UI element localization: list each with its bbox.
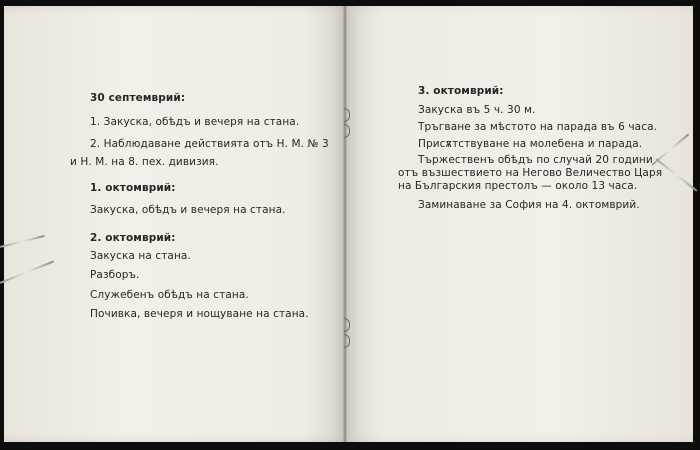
oct3-heading: 3. октомврий: bbox=[418, 85, 504, 97]
oct3-line-3: Присѫтствуване на молебена и парада. bbox=[418, 138, 643, 150]
book-gutter bbox=[343, 6, 347, 442]
sept30-line-1: 1. Закуска, обѣдъ и вечеря на стана. bbox=[90, 116, 300, 128]
oct2-line-3: Служебенъ обѣдъ на стана. bbox=[90, 289, 249, 301]
oct2-line-4: Почивка, вечеря и нощуване на стана. bbox=[90, 308, 309, 320]
oct2-heading: 2. октомврий: bbox=[90, 232, 176, 244]
left-page bbox=[4, 6, 345, 442]
sept30-heading: 30 септемврий: bbox=[90, 92, 186, 104]
oct3-line-4b: отъ възшествието на Негово Величество Царя bbox=[398, 167, 663, 179]
oct3-line-4c: на Българския престолъ — около 13 часа. bbox=[398, 180, 638, 192]
oct2-line-2: Разборъ. bbox=[90, 269, 140, 281]
sept30-line-2b: и Н. М. на 8. пех. дивизия. bbox=[70, 156, 219, 168]
sept30-line-2a: 2. Наблюдаване действията отъ Н. М. № 3 bbox=[90, 138, 329, 150]
oct3-line-2: Тръгване за мѣстото на парада въ 6 часа. bbox=[418, 121, 658, 133]
oct1-heading: 1. октомврий: bbox=[90, 182, 176, 194]
oct3-line-5: Заминаване за София на 4. октомврий. bbox=[418, 199, 640, 211]
oct1-line-1: Закуска, обѣдъ и вечеря на стана. bbox=[90, 204, 286, 216]
oct3-line-4a: Тържественъ обѣдъ по случай 20 години bbox=[418, 154, 653, 166]
oct2-line-1: Закуска на стана. bbox=[90, 250, 191, 262]
right-page bbox=[345, 6, 693, 442]
oct3-line-1: Закуска въ 5 ч. 30 м. bbox=[418, 104, 536, 116]
